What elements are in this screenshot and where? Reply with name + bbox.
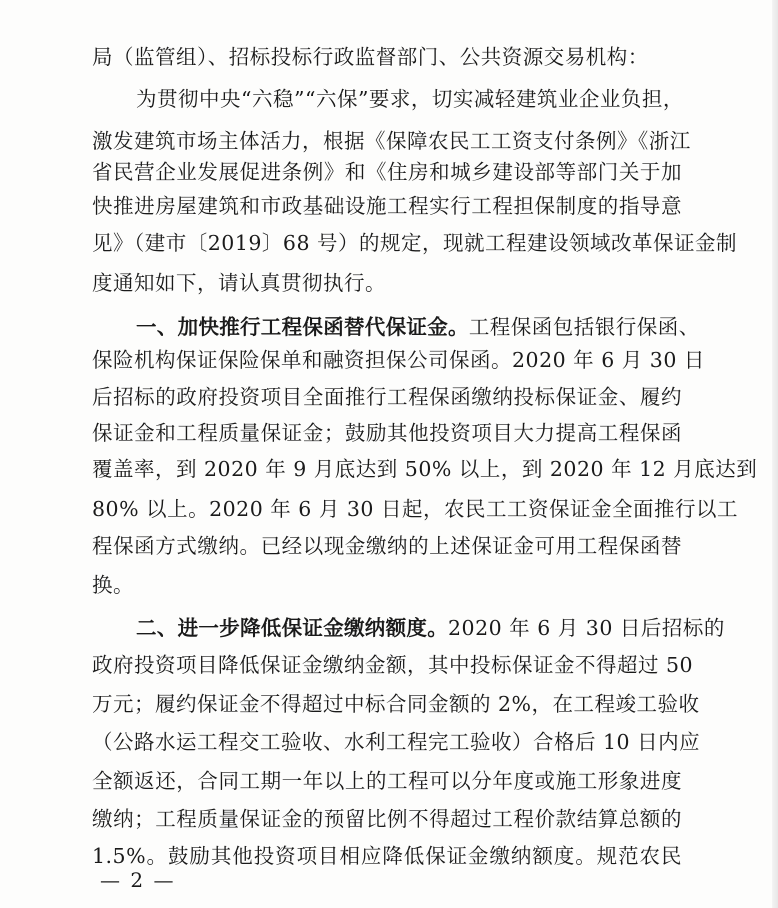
section-1-heading: 一、加快推行工程保函替代保证金。 bbox=[136, 315, 469, 339]
text-line-1: 局（监管组）、招标投标行政监督部门、公共资源交易机构： bbox=[92, 45, 649, 69]
text-line-14: 程保函方式缴纳。已经以现金缴纳的上述保证金可用工程保函替 bbox=[92, 534, 682, 558]
text-line-9: 保险机构保证保险保单和融资担保公司保函。2020 年 6 月 30 日 bbox=[92, 348, 705, 372]
section-2-text: 2020 年 6 月 30 日后招标的 bbox=[448, 616, 725, 640]
text-line-7: 度通知如下，请认真贯彻执行。 bbox=[92, 271, 386, 295]
page-number: — 2 — bbox=[100, 868, 176, 892]
section-2-first-line bbox=[136, 613, 725, 643]
text-line-22: 1.5%。鼓励其他投资项目相应降低保证金缴纳额度。规范农民 bbox=[92, 844, 682, 868]
section-1-text: 工程保函包括银行保函、 bbox=[468, 315, 700, 339]
text-line-10: 后招标的政府投资项目全面推行工程保函缴纳投标保证金、履约 bbox=[92, 385, 682, 409]
section-2-heading: 二、进一步降低保证金缴纳额度。 bbox=[136, 616, 448, 640]
text-line-2: 为贯彻中央“六稳”“六保”要求，切实减轻建筑业企业负担， bbox=[136, 87, 684, 111]
text-line-11: 保证金和工程质量保证金；鼓励其他投资项目大力提高工程保函 bbox=[92, 421, 682, 445]
text-line-12: 覆盖率，到 2020 年 9 月底达到 50% 以上，到 2020 年 12 月底达到 bbox=[92, 457, 758, 481]
text-line-4: 省民营企业发展促进条例》和《住房和城乡建设部等部门关于加 bbox=[92, 160, 682, 184]
text-line-20: 全额返还，合同工期一年以上的工程可以分年度或施工形象进度 bbox=[92, 769, 682, 793]
text-line-18: 万元；履约保证金不得超过中标合同金额的 2%，在工程竣工验收 bbox=[92, 692, 700, 716]
text-line-21: 缴纳；工程质量保证金的预留比例不得超过工程价款结算总额的 bbox=[92, 807, 682, 831]
section-1-first-line bbox=[136, 312, 700, 342]
text-line-5: 快推进房屋建筑和市政基础设施工程实行工程担保制度的指导意 bbox=[92, 194, 682, 218]
text-line-15: 换。 bbox=[92, 573, 134, 597]
text-line-19: （公路水运工程交工验收、水利工程完工验收）合格后 10 日内应 bbox=[92, 730, 701, 754]
scan-edge bbox=[772, 0, 778, 908]
text-line-3: 激发建筑市场主体活力，根据《保障农民工工资支付条例》《浙江 bbox=[92, 129, 691, 153]
text-line-13: 80% 以上。2020 年 6 月 30 日起，农民工工资保证金全面推行以工 bbox=[92, 497, 738, 521]
text-line-17: 政府投资项目降低保证金缴纳金额，其中投标保证金不得超过 50 bbox=[92, 653, 694, 677]
text-line-6: 见》（建市〔2019〕68 号）的规定，现就工程建设领域改革保证金制 bbox=[92, 231, 738, 255]
